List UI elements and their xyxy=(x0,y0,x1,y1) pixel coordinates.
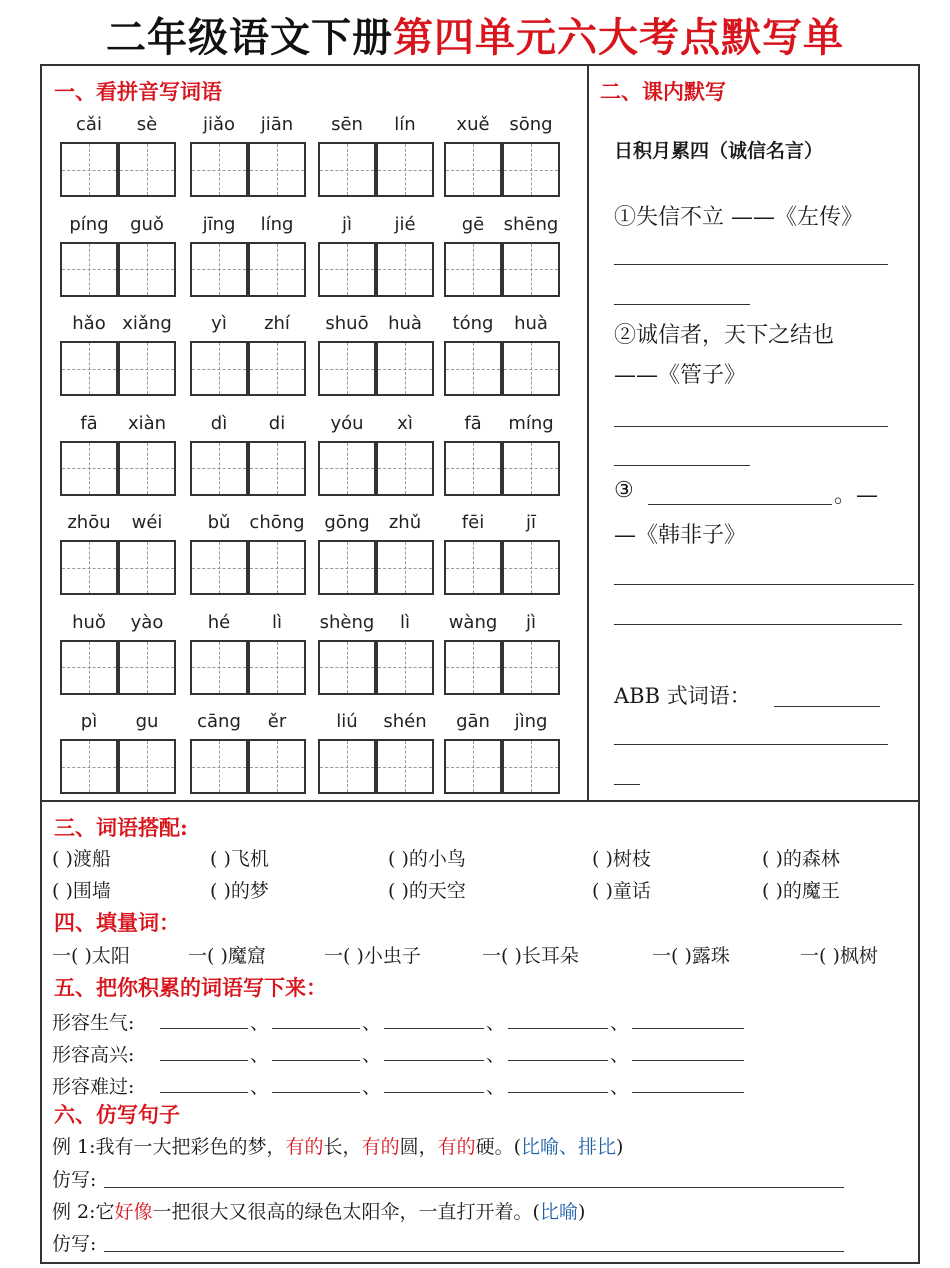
tian-grid-box[interactable] xyxy=(190,739,248,794)
pinyin-label: dì xyxy=(210,412,228,434)
tian-grid-box[interactable] xyxy=(502,142,560,197)
separator: 、 xyxy=(610,1044,630,1066)
word-answer-line[interactable] xyxy=(508,1092,608,1093)
separator: 、 xyxy=(362,1044,382,1066)
separator: 、 xyxy=(250,1012,270,1034)
abb-label: ABB 式词语： xyxy=(614,684,751,708)
pinyin-label: bǔ xyxy=(207,512,231,533)
pinyin-label: ěr xyxy=(267,711,287,732)
word-answer-line[interactable] xyxy=(160,1028,248,1029)
tian-grid-box[interactable] xyxy=(248,441,306,496)
tian-grid-box[interactable] xyxy=(318,540,376,595)
pinyin-label: liú xyxy=(336,711,358,732)
separator: 、 xyxy=(250,1076,270,1098)
word-answer-line[interactable] xyxy=(508,1028,608,1029)
separator: 、 xyxy=(610,1076,630,1098)
section3-heading: 三、词语搭配: xyxy=(54,815,188,840)
tian-grid-box[interactable] xyxy=(502,341,560,396)
word-answer-line[interactable] xyxy=(632,1092,744,1093)
answer-line[interactable] xyxy=(648,504,832,505)
pinyin-label: cǎi xyxy=(76,114,102,135)
pinyin-label: jì xyxy=(341,213,352,235)
tian-grid-box[interactable] xyxy=(318,142,376,197)
tian-grid-box[interactable] xyxy=(118,341,176,396)
page-title xyxy=(0,6,950,63)
collocation-item: ( )的天空 xyxy=(388,880,466,902)
pinyin-label: xuě xyxy=(456,114,490,135)
section5-heading: 五、把你积累的词语写下来： xyxy=(54,975,327,1000)
tian-grid-box[interactable] xyxy=(60,242,118,297)
tian-grid-box[interactable] xyxy=(118,540,176,595)
ex1-text: 圆， xyxy=(399,1136,438,1158)
word-answer-line[interactable] xyxy=(272,1028,360,1029)
tian-grid-box[interactable] xyxy=(444,640,502,695)
tian-grid-box[interactable] xyxy=(190,242,248,297)
pinyin-label: huà xyxy=(388,313,422,334)
pinyin-label: huǒ xyxy=(72,611,106,633)
tian-grid-box[interactable] xyxy=(118,640,176,695)
tian-grid-box[interactable] xyxy=(118,739,176,794)
answer-line[interactable] xyxy=(614,465,750,466)
separator: 、 xyxy=(486,1076,506,1098)
tian-grid-box[interactable] xyxy=(444,739,502,794)
pinyin-label: lín xyxy=(394,114,416,135)
section2-heading: 二、课内默写 xyxy=(600,79,726,104)
word-answer-line[interactable] xyxy=(160,1060,248,1061)
pinyin-label: xiàn xyxy=(127,412,167,434)
measure-word-item: 一( )小虫子 xyxy=(324,945,421,967)
tian-grid-box[interactable] xyxy=(444,441,502,496)
tian-grid-box[interactable] xyxy=(376,341,434,396)
tian-grid-box[interactable] xyxy=(502,242,560,297)
pinyin-label: gu xyxy=(135,711,159,732)
tian-grid-box[interactable] xyxy=(502,540,560,595)
pinyin-label: guǒ xyxy=(130,213,164,235)
word-answer-line[interactable] xyxy=(508,1060,608,1061)
pinyin-label: líng xyxy=(260,213,294,235)
pinyin-label: sè xyxy=(136,114,158,135)
pinyin-label: cāng xyxy=(197,711,241,732)
tian-grid-box[interactable] xyxy=(248,540,306,595)
tian-grid-box[interactable] xyxy=(318,441,376,496)
section1-heading: 一、看拼音写词语 xyxy=(54,79,222,104)
pinyin-label: gān xyxy=(456,711,490,732)
word-answer-line[interactable] xyxy=(384,1092,484,1093)
ex2-rhetoric: 比喻 xyxy=(539,1201,578,1223)
collocation-item: ( )渡船 xyxy=(52,848,111,870)
pinyin-label: yì xyxy=(211,313,227,334)
tian-grid-box[interactable] xyxy=(60,540,118,595)
section6-heading: 六、仿写句子 xyxy=(54,1102,180,1127)
tian-grid-box[interactable] xyxy=(190,441,248,496)
word-answer-line[interactable] xyxy=(384,1060,484,1061)
pinyin-label: jì xyxy=(525,611,536,633)
ex1-rhetoric: 比喻、排比 xyxy=(521,1136,617,1158)
tian-grid-box[interactable] xyxy=(248,341,306,396)
measure-word-item: 一( )魔窟 xyxy=(188,945,266,967)
ex1-keyword: 有的 xyxy=(361,1136,400,1158)
quote-3-number: ③ xyxy=(614,478,634,503)
tian-grid-box[interactable] xyxy=(502,441,560,496)
measure-word-item: 一( )露珠 xyxy=(652,945,730,967)
pinyin-label: wàng xyxy=(448,611,498,633)
pinyin-label: yóu xyxy=(330,412,364,434)
separator: 、 xyxy=(362,1076,382,1098)
collocation-item: ( )树枝 xyxy=(592,848,651,870)
separator: 、 xyxy=(610,1012,630,1034)
example-2 xyxy=(52,1197,585,1224)
copy-label: 仿写: xyxy=(52,1169,97,1191)
tian-grid-box[interactable] xyxy=(376,739,434,794)
tian-grid-box[interactable] xyxy=(318,242,376,297)
quote-3-end: 。— xyxy=(834,483,879,508)
pinyin-label: lì xyxy=(399,611,410,633)
pinyin-label: shèng xyxy=(319,611,375,633)
copy-line[interactable] xyxy=(104,1187,844,1188)
tian-grid-box[interactable] xyxy=(376,540,434,595)
measure-word-item: 一( )枫树 xyxy=(800,945,878,967)
pinyin-label: tóng xyxy=(452,313,494,334)
collocation-item: ( )的小鸟 xyxy=(388,848,466,870)
pinyin-label: jīng xyxy=(202,213,236,235)
separator: 、 xyxy=(486,1012,506,1034)
ex1-text: 硬。( xyxy=(475,1136,522,1158)
tian-grid-box[interactable] xyxy=(444,242,502,297)
pinyin-label: míng xyxy=(508,412,554,434)
tian-grid-box[interactable] xyxy=(190,341,248,396)
pinyin-label: sēn xyxy=(331,114,363,135)
pinyin-label: píng xyxy=(69,213,109,235)
ex2-text: 一把很大又很高的绿色太阳伞，一直打开着。( xyxy=(152,1201,540,1223)
copy-line[interactable] xyxy=(104,1251,844,1252)
pinyin-label: shén xyxy=(383,711,427,732)
collocation-item: ( )的森林 xyxy=(762,848,840,870)
tian-grid-box[interactable] xyxy=(376,142,434,197)
tian-grid-box[interactable] xyxy=(444,142,502,197)
pinyin-label: di xyxy=(268,412,286,434)
word-answer-line[interactable] xyxy=(160,1092,248,1093)
tian-grid-box[interactable] xyxy=(248,739,306,794)
tian-grid-box[interactable] xyxy=(190,142,248,197)
pinyin-label: jī xyxy=(525,512,536,533)
answer-line[interactable] xyxy=(614,744,888,745)
pinyin-label: jìng xyxy=(514,711,548,732)
pinyin-label: lì xyxy=(271,611,282,633)
tian-grid-box[interactable] xyxy=(502,739,560,794)
pinyin-label: shuō xyxy=(325,313,369,334)
separator: 、 xyxy=(362,1012,382,1034)
pinyin-label: fā xyxy=(80,412,98,434)
title-part2: 第四单元六大考点默写单 xyxy=(393,15,844,61)
collocation-item: ( )童话 xyxy=(592,880,651,902)
answer-line[interactable] xyxy=(614,304,750,305)
word-answer-line[interactable] xyxy=(384,1028,484,1029)
pinyin-label: hǎo xyxy=(72,313,106,334)
pinyin-label: hé xyxy=(207,611,231,633)
separator: 、 xyxy=(250,1044,270,1066)
ex1-text: 例 1:我有一大把彩色的梦， xyxy=(52,1136,286,1158)
pinyin-label: xiǎng xyxy=(122,313,172,334)
quote-3-source: —《韩非子》 xyxy=(614,523,747,548)
section2-subheading: 日积月累四（诚信名言） xyxy=(614,140,824,162)
measure-word-item: 一( )长耳朵 xyxy=(482,945,579,967)
quote-2b: ——《管子》 xyxy=(614,363,747,388)
separator: 、 xyxy=(486,1044,506,1066)
tian-grid-box[interactable] xyxy=(248,142,306,197)
pinyin-label: fā xyxy=(464,412,482,434)
collocation-item: ( )围墙 xyxy=(52,880,111,902)
pinyin-label: yào xyxy=(130,611,164,633)
quote-2a: ②诚信者，天下之结也 xyxy=(614,323,835,348)
ex1-keyword: 有的 xyxy=(285,1136,324,1158)
tian-grid-box[interactable] xyxy=(376,242,434,297)
tian-grid-box[interactable] xyxy=(502,640,560,695)
tian-grid-box[interactable] xyxy=(60,739,118,794)
ex2-text: ) xyxy=(577,1201,586,1223)
tian-grid-box[interactable] xyxy=(60,640,118,695)
answer-line[interactable] xyxy=(614,784,640,785)
tian-grid-box[interactable] xyxy=(118,242,176,297)
answer-line[interactable] xyxy=(614,624,902,625)
title-part1: 二年级语文下册 xyxy=(106,15,393,61)
tian-grid-box[interactable] xyxy=(444,341,502,396)
word-category-label: 形容生气: xyxy=(52,1012,135,1034)
pinyin-label: zhǔ xyxy=(388,512,422,533)
word-answer-line[interactable] xyxy=(632,1028,744,1029)
answer-line[interactable] xyxy=(774,706,880,707)
word-answer-line[interactable] xyxy=(272,1060,360,1061)
pinyin-label: jié xyxy=(394,213,416,235)
word-answer-line[interactable] xyxy=(272,1092,360,1093)
collocation-item: ( )的魔王 xyxy=(762,880,840,902)
tian-grid-box[interactable] xyxy=(60,142,118,197)
pinyin-label: pì xyxy=(80,711,98,732)
word-category-label: 形容高兴: xyxy=(52,1044,135,1066)
collocation-item: ( )的梦 xyxy=(210,880,269,902)
answer-line[interactable] xyxy=(614,264,888,265)
tian-grid-box[interactable] xyxy=(60,341,118,396)
example-1 xyxy=(52,1132,623,1159)
pinyin-label: xì xyxy=(397,412,413,434)
tian-grid-box[interactable] xyxy=(118,441,176,496)
pinyin-label: jiǎo xyxy=(202,114,236,135)
pinyin-label: huà xyxy=(514,313,548,334)
answer-line[interactable] xyxy=(614,426,888,427)
pinyin-label: wéi xyxy=(131,512,163,533)
tian-grid-box[interactable] xyxy=(190,540,248,595)
tian-grid-box[interactable] xyxy=(60,441,118,496)
copy-label: 仿写: xyxy=(52,1233,97,1255)
pinyin-label: jiān xyxy=(260,114,294,135)
pinyin-label: shēng xyxy=(503,213,559,235)
pinyin-label: zhí xyxy=(264,313,290,334)
measure-word-item: 一( )太阳 xyxy=(52,945,130,967)
quote-1: ①失信不立 ——《左传》 xyxy=(614,205,863,230)
tian-grid-box[interactable] xyxy=(248,640,306,695)
answer-line[interactable] xyxy=(614,584,914,585)
pinyin-label: gē xyxy=(461,213,485,235)
ex2-text: 例 2:它 xyxy=(52,1201,115,1223)
tian-grid-box[interactable] xyxy=(318,341,376,396)
section4-heading: 四、填量词： xyxy=(54,910,180,935)
tian-grid-box[interactable] xyxy=(248,242,306,297)
word-answer-line[interactable] xyxy=(632,1060,744,1061)
tian-grid-box[interactable] xyxy=(444,540,502,595)
pinyin-label: sōng xyxy=(509,114,553,135)
collocation-item: ( )飞机 xyxy=(210,848,269,870)
ex2-keyword: 好像 xyxy=(114,1201,153,1223)
ex1-text: ) xyxy=(616,1136,624,1158)
pinyin-label: chōng xyxy=(249,512,305,533)
ex1-text: 长， xyxy=(323,1136,362,1158)
pinyin-label: gōng xyxy=(324,512,370,533)
pinyin-label: fēi xyxy=(461,512,485,533)
tian-grid-box[interactable] xyxy=(376,640,434,695)
pinyin-label: zhōu xyxy=(67,512,111,533)
tian-grid-box[interactable] xyxy=(318,640,376,695)
ex1-keyword: 有的 xyxy=(437,1136,476,1158)
tian-grid-box[interactable] xyxy=(118,142,176,197)
tian-grid-box[interactable] xyxy=(318,739,376,794)
tian-grid-box[interactable] xyxy=(376,441,434,496)
tian-grid-box[interactable] xyxy=(190,640,248,695)
word-category-label: 形容难过: xyxy=(52,1076,135,1098)
